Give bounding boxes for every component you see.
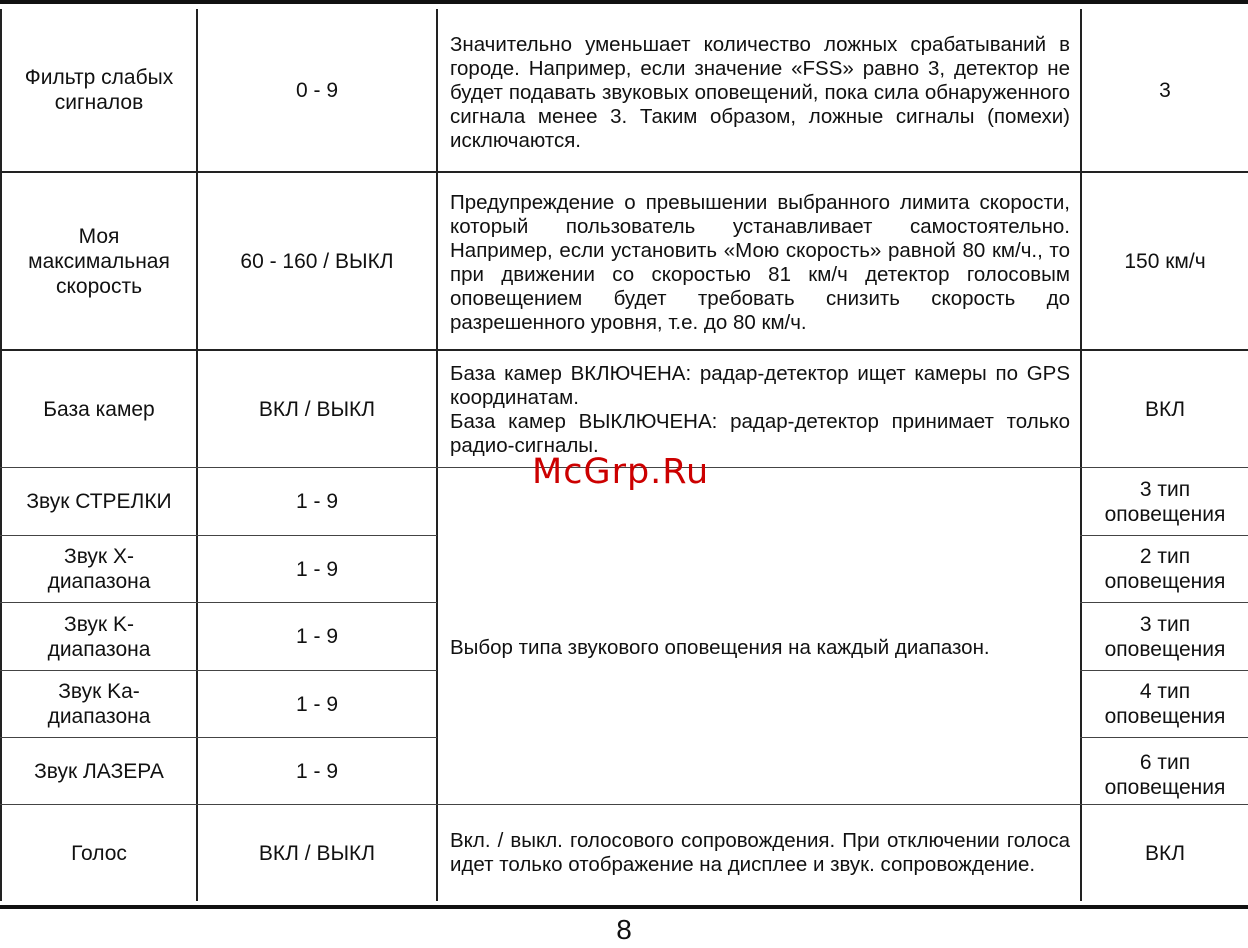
setting-range: 1 - 9 <box>295 692 339 716</box>
setting-name: База камер <box>43 397 155 421</box>
name-line: диапазона <box>47 637 151 661</box>
setting-name <box>2 603 196 670</box>
setting-description: Значительно уменьшает количество ложных срабатываний в городе. Например, если значение «FSS» равно 3, детектор не будет подавать звуковых оповещений, пока сила обнаруженного сигнала менее 3. Таким образом, ложные сигналы (помехи) исключаются. <box>450 33 1070 152</box>
setting-range: 1 - 9 <box>295 557 339 581</box>
setting-name: Голос <box>71 841 127 865</box>
setting-default <box>1082 738 1248 804</box>
setting-default <box>1082 536 1248 602</box>
default-line: оповещения <box>1104 570 1226 593</box>
default-line: 2 тип <box>1139 545 1191 568</box>
setting-range: 1 - 9 <box>295 490 339 513</box>
setting-range: 1 - 9 <box>295 625 339 648</box>
setting-default <box>1082 671 1248 737</box>
setting-name: Моя максимальная скорость <box>28 224 170 298</box>
setting-default <box>1082 468 1248 535</box>
setting-range: 1 - 9 <box>295 759 339 783</box>
default-line: оповещения <box>1104 502 1226 526</box>
setting-name: Звук ЛАЗЕРА <box>34 759 164 783</box>
default-line: 4 тип <box>1139 680 1191 703</box>
setting-name: Звук СТРЕЛКИ <box>26 490 172 513</box>
default-line: 3 тип <box>1139 477 1191 501</box>
setting-name <box>2 536 196 602</box>
setting-range: 60 - 160 / ВЫКЛ <box>240 249 394 273</box>
setting-range: ВКЛ / ВЫКЛ <box>258 397 376 421</box>
setting-name <box>2 671 196 737</box>
setting-default: ВКЛ <box>1144 841 1186 865</box>
setting-description: Вкл. / выкл. голосового сопровождения. При отключении голоса идет только отображение на дисплее и звук. сопровождение. <box>450 829 1070 876</box>
default-line: оповещения <box>1104 705 1226 728</box>
default-line: 6 тип <box>1139 751 1191 774</box>
setting-default: 150 км/ч <box>1124 249 1206 273</box>
setting-description <box>438 351 1080 467</box>
description-on: База камер ВКЛЮЧЕНА: радар-детектор ищет камеры по GPS координатам. <box>450 362 1070 409</box>
name-line: Звук Ka- <box>58 680 140 703</box>
bottom-rule <box>0 905 1248 909</box>
name-line: Звук K- <box>64 612 134 636</box>
top-rule <box>0 0 1248 4</box>
page-number: 8 <box>616 914 632 945</box>
setting-default: ВКЛ <box>1144 397 1186 421</box>
name-line: диапазона <box>47 705 151 728</box>
setting-description: Предупреждение о превышении выбранного лимита скорости, который пользователь устанавливает самостоятельно. Например, если установить «Мою скорость» равной 80 км/ч., то при движении со скоростью 81 км/ч детектор голосовым оповещением будет требовать снизить скорость до разрешенного уровня, т.е. до 80 км/ч. <box>450 191 1070 334</box>
default-line: оповещения <box>1104 637 1226 661</box>
setting-default <box>1082 603 1248 670</box>
name-line: Звук X- <box>64 545 134 568</box>
default-line: 3 тип <box>1139 612 1191 636</box>
setting-range: ВКЛ / ВЫКЛ <box>258 841 376 865</box>
watermark: McGrp.Ru <box>532 452 710 492</box>
name-line: диапазона <box>47 570 151 593</box>
setting-default: 3 <box>1159 78 1171 102</box>
description-off: База камер ВЫКЛЮЧЕНА: радар-детектор принимает только радио-сигналы. <box>450 410 1070 457</box>
sound-group-description: Выбор типа звукового оповещения на каждый диапазон. <box>450 636 990 659</box>
setting-range: 0 - 9 <box>295 78 339 102</box>
default-line: оповещения <box>1104 776 1226 799</box>
setting-name: Фильтр слабых сигналов <box>24 66 174 114</box>
